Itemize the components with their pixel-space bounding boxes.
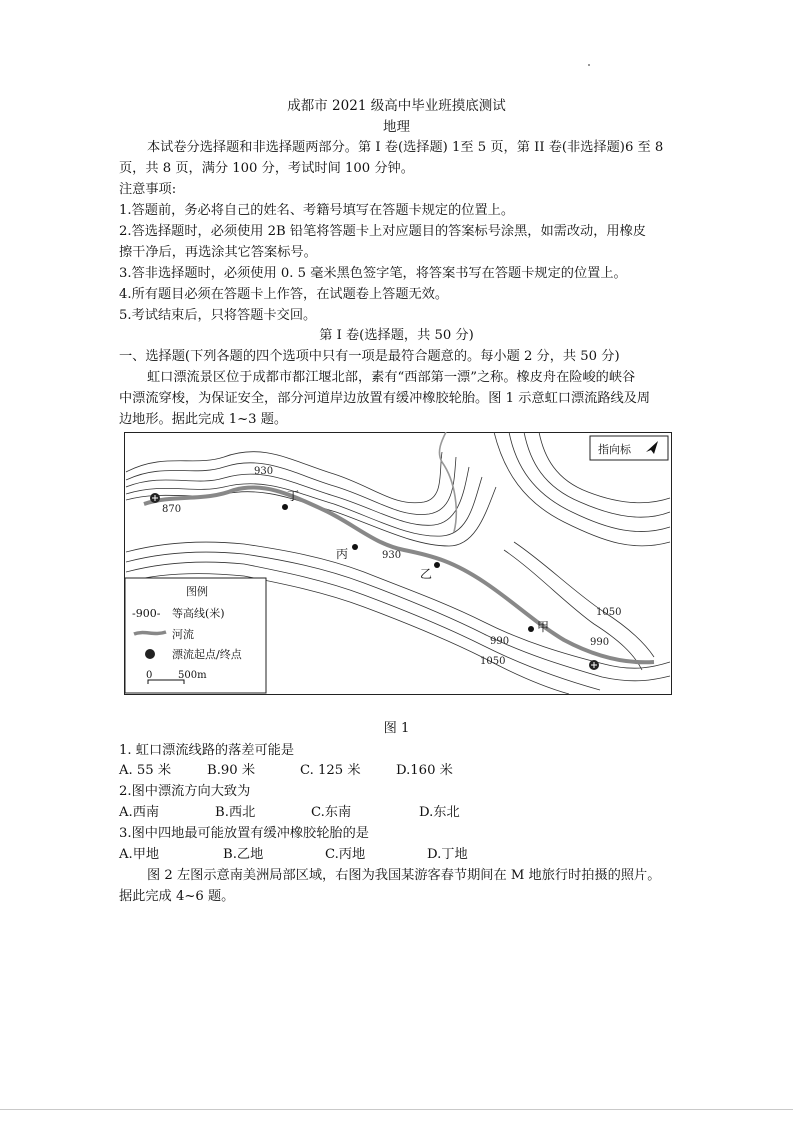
question-1-option-d: D.160 米 (396, 763, 453, 778)
contour-label: 930 (382, 550, 402, 561)
notice-item-2b: 擦干净后，再选涂其它答案标号。 (119, 245, 317, 260)
legend-river-swatch (134, 632, 166, 634)
scale-distance: 500m (178, 670, 207, 681)
notice-item-1: 1.答题前，务必将自己的姓名、考籍号填写在答题卡规定的位置上。 (119, 203, 515, 218)
scale-zero: 0 (146, 670, 153, 681)
legend-point: 漂流起点/终点 (172, 648, 242, 661)
notice-item-5: 5.考试结束后，只将答题卡交回。 (119, 308, 317, 323)
contour-label: 990 (590, 637, 610, 648)
legend-river: 河流 (172, 628, 194, 641)
question-3-option-b: B.乙地 (223, 847, 264, 862)
question-2-option-c: C.东南 (311, 805, 352, 820)
contour-label: 1050 (480, 656, 506, 667)
notice-item-3: 3.答非选择题时，必须使用 0. 5 毫米黑色签字笔，将答案书写在答题卡规定的位置上。 (119, 266, 627, 281)
question-2-stem: 2.图中漂流方向大致为 (119, 784, 251, 799)
intro-line-1: 本试卷分选择题和非选择题两部分。第 I 卷(选择题) 1至 5 页，第 II 卷(非选择题)6 至 8 (147, 140, 664, 155)
figure-1-caption: 图 1 (383, 721, 410, 736)
question-2-option-d: D.东北 (419, 805, 460, 820)
place-bing: 丙 (336, 547, 349, 561)
passage1-line-2: 中漂流穿梭，为保证安全，部分河道岸边放置有缓冲橡胶轮胎。图 1 示意虹口漂流路线及周 (119, 391, 651, 406)
subject-title: 地理 (383, 119, 410, 135)
place-jia: 甲 (537, 620, 550, 634)
part-title: 一、选择题(下列各题的四个选项中只有一项是最符合题意的。每小题 2 分，共 50 分) (119, 349, 620, 364)
question-2-option-a: A.西南 (119, 805, 160, 820)
question-1-option-b: B.90 米 (207, 763, 256, 778)
notice-heading: 注意事项: (119, 182, 177, 197)
question-1-option-a: A. 55 米 (119, 763, 172, 778)
contour-map (124, 432, 672, 695)
rafting-start-icon (150, 493, 160, 503)
place-yi: 乙 (420, 567, 433, 581)
contour-label: 930 (254, 466, 274, 477)
place-ding: 丁 (287, 489, 300, 503)
point-jia-marker (528, 626, 534, 632)
legend-contour: 等高线(米) (172, 607, 225, 620)
question-1-option-c: C. 125 米 (300, 763, 361, 778)
legend-point-icon (145, 649, 155, 659)
point-bing-marker (352, 544, 358, 550)
page-speck (588, 64, 590, 66)
exam-title: 成都市 2021 级高中毕业班摸底测试 (287, 98, 506, 114)
notice-item-4: 4.所有题目必须在答题卡上作答，在试题卷上答题无效。 (119, 287, 449, 302)
legend-contour-sample: -900- (132, 607, 161, 620)
passage2-line-1: 图 2 左图示意南美洲局部区域，右图为我国某游客春节期间在 M 地旅行时拍摄的照片。 (147, 868, 661, 883)
passage1-line-3: 边地形。据此完成 1~3 题。 (119, 412, 288, 427)
contour-label: 870 (162, 504, 182, 515)
contour-label: 1050 (596, 607, 622, 618)
page-bottom-rule (0, 1109, 793, 1110)
question-3-option-c: C.丙地 (325, 847, 366, 862)
notice-item-2a: 2.答选择题时，必须使用 2B 铅笔将答题卡上对应题目的答案标号涂黑，如需改动，用橡皮 (119, 224, 646, 239)
rafting-end-icon (589, 660, 599, 670)
question-3-option-a: A.甲地 (119, 847, 160, 862)
figure-1-map (124, 432, 672, 695)
compass-label: 指向标 (598, 443, 631, 456)
legend-title: 图例 (186, 585, 208, 598)
intro-line-2: 页，共 8 页，满分 100 分，考试时间 100 分钟。 (119, 161, 414, 176)
question-1-stem: 1. 虹口漂流线路的落差可能是 (119, 743, 295, 758)
question-3-stem: 3.图中四地最可能放置有缓冲橡胶轮胎的是 (119, 826, 369, 841)
point-ding-marker (282, 504, 288, 510)
contour-label: 990 (490, 636, 510, 647)
question-3-option-d: D.丁地 (427, 847, 468, 862)
passage2-line-2: 据此完成 4~6 题。 (119, 889, 235, 904)
point-yi-marker (434, 562, 440, 568)
question-2-option-b: B.西北 (215, 805, 256, 820)
passage1-line-1: 虹口漂流景区位于成都市都江堰北部，素有“西部第一漂”之称。橡皮舟在险峻的峡谷 (147, 370, 636, 385)
volume-title: 第 I 卷(选择题，共 50 分) (319, 328, 474, 343)
